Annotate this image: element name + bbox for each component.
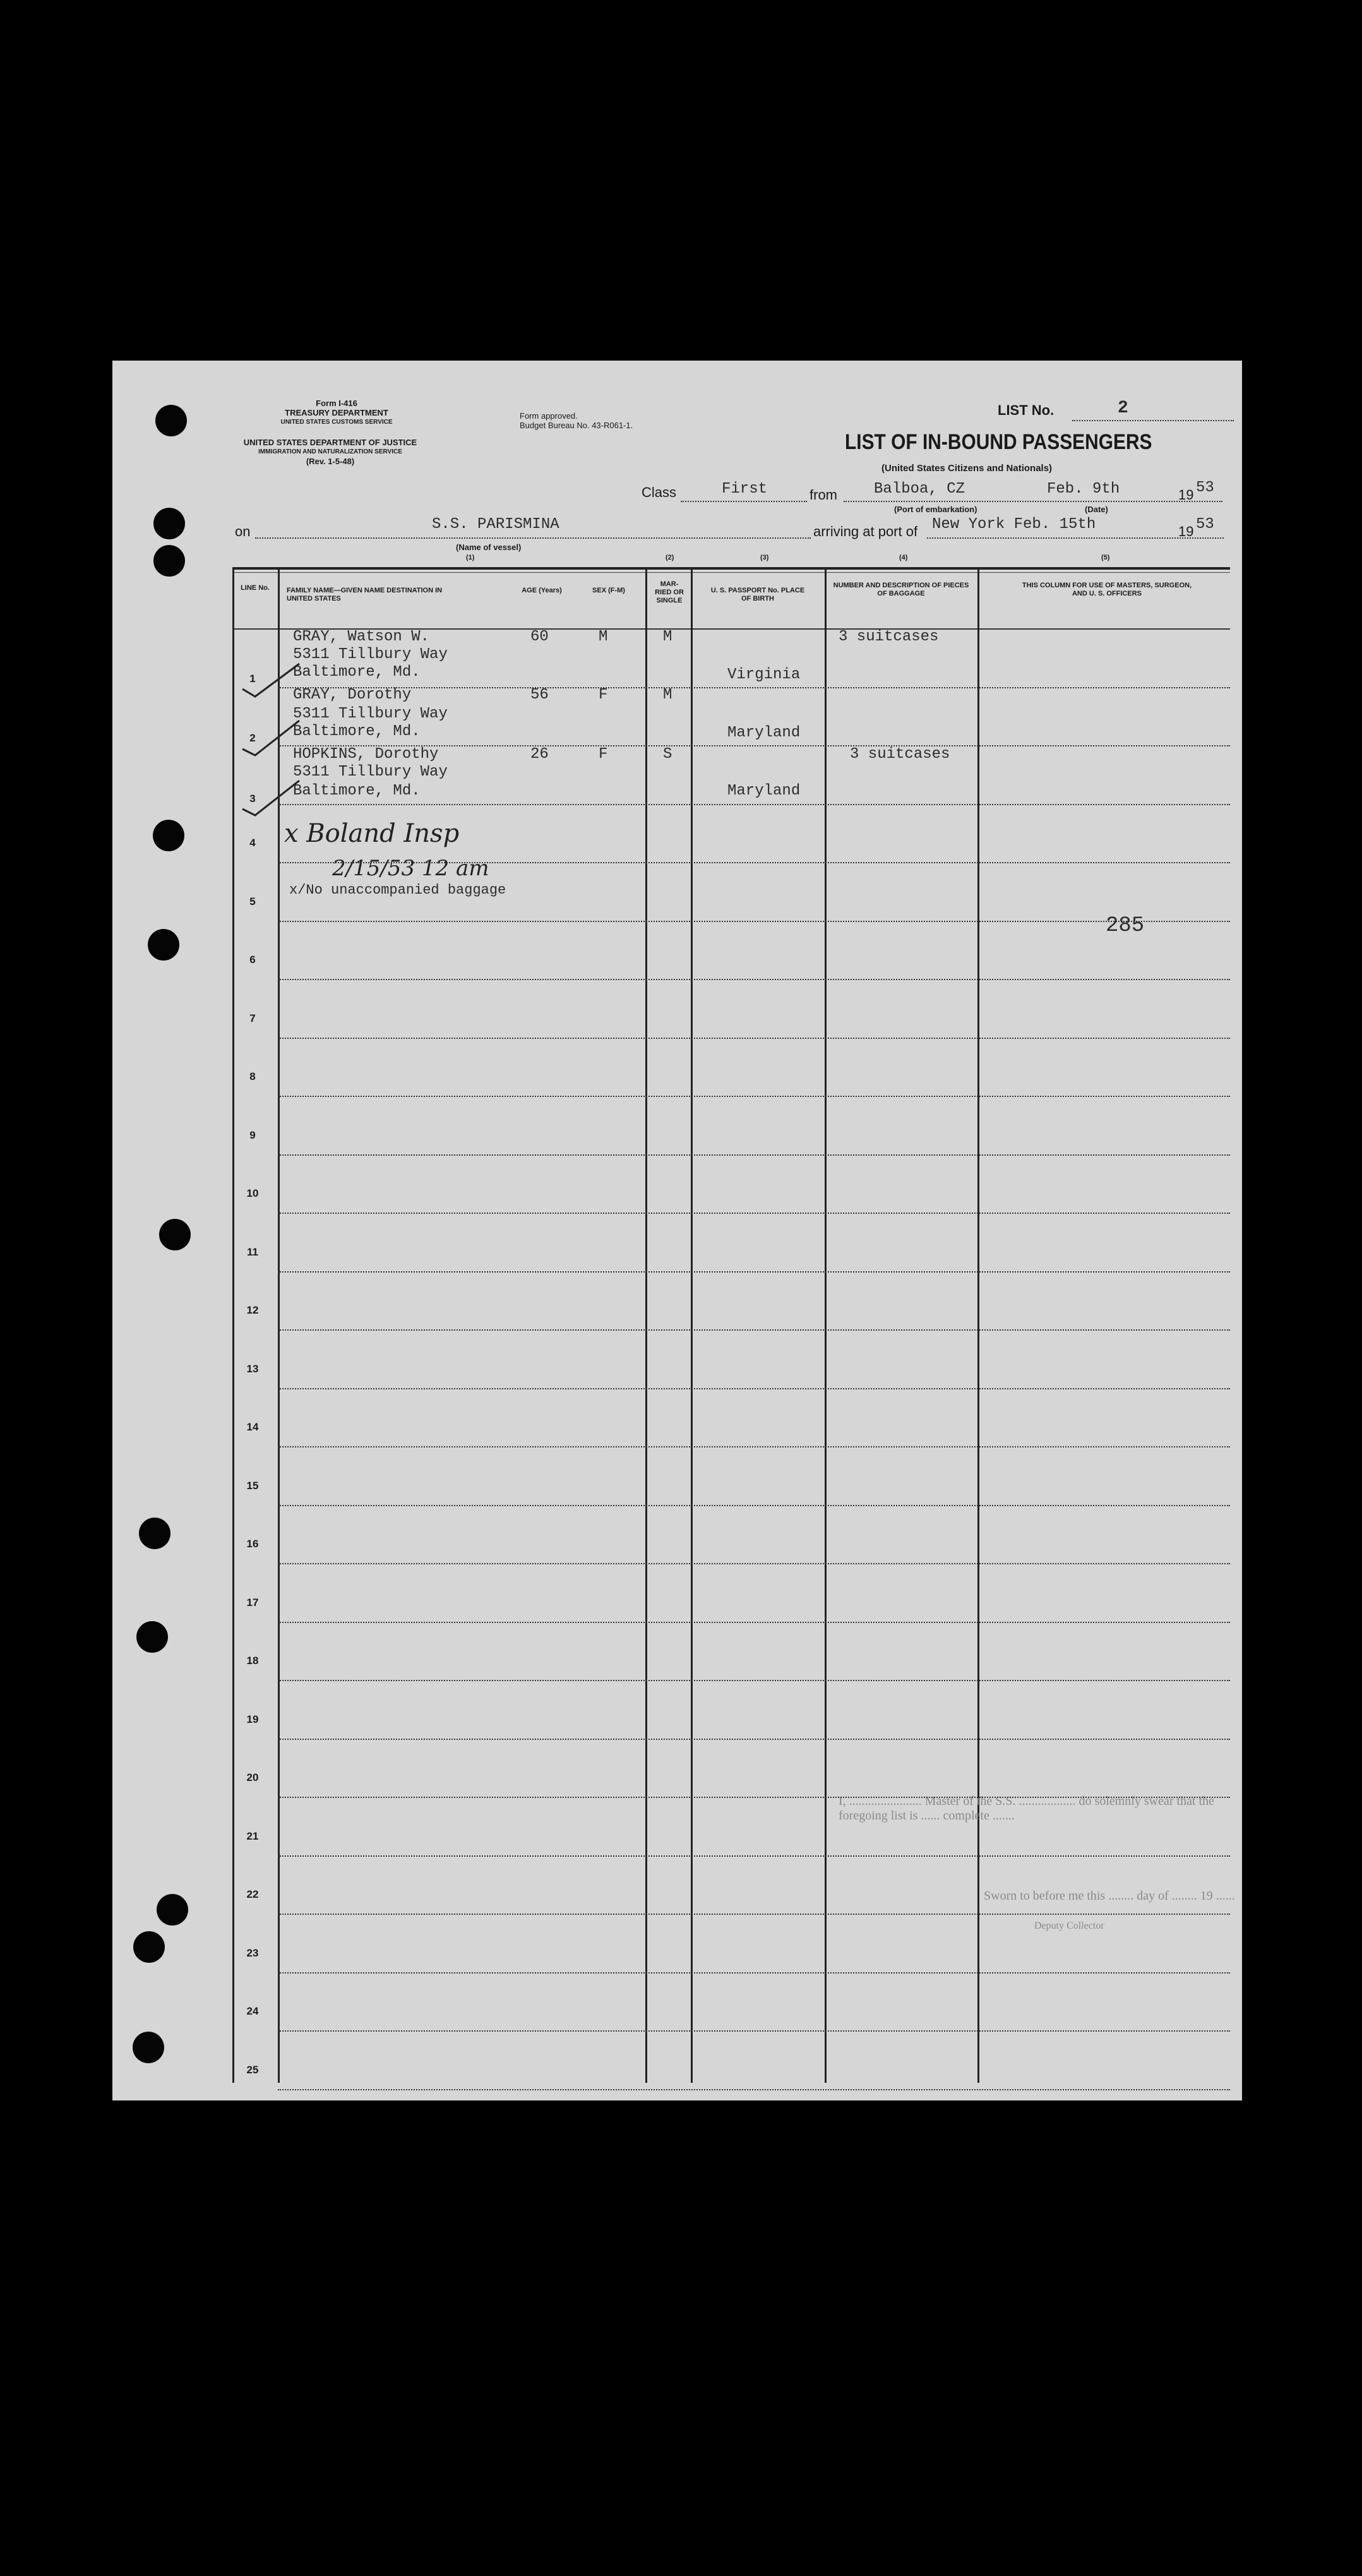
passenger-1-city: Baltimore, Md. — [293, 664, 421, 681]
col-divider-0 — [232, 567, 234, 2083]
passenger-2-age: 56 — [530, 686, 549, 704]
header-line-no: LINE No. — [241, 584, 270, 592]
header-sex: SEX (F-M) — [592, 587, 625, 594]
inspector-date: 2/15/53 12 am — [332, 856, 489, 881]
justice-block — [226, 438, 434, 466]
passenger-1-sex: M — [599, 628, 608, 645]
form-approved: Form approved. — [520, 411, 578, 421]
manifest-page — [112, 361, 1242, 2100]
line-number-10: 10 — [246, 1187, 259, 1199]
line-number-24: 24 — [246, 2005, 259, 2017]
line-number-2: 2 — [249, 732, 256, 744]
header-birth: U. S. PASSPORT No. PLACE OF BIRTH — [710, 587, 805, 602]
row-rule — [278, 921, 1230, 922]
passenger-3-name: HOPKINS, Dorothy — [293, 746, 439, 763]
row-rule — [278, 1154, 1230, 1156]
punch-hole — [153, 508, 185, 539]
punch-hole — [133, 1931, 165, 1963]
vessel-line — [255, 537, 811, 539]
line-number-14: 14 — [246, 1421, 259, 1433]
arriving-label: arriving at port of — [813, 524, 918, 539]
passenger-3-address: 5311 Tillbury Way — [293, 764, 448, 781]
row-rule — [278, 804, 1230, 805]
form-number: Form I-416 — [316, 398, 357, 408]
line-number-13: 13 — [246, 1363, 259, 1375]
passenger-3-city: Baltimore, Md. — [293, 782, 421, 800]
passenger-2-name: GRAY, Dorothy — [293, 686, 412, 704]
col-number-1: (1) — [466, 554, 475, 561]
row-rule — [278, 1739, 1230, 1740]
no-baggage-note: x/No unaccompanied baggage — [289, 882, 506, 898]
row-rule — [278, 1388, 1230, 1389]
row-rule — [278, 2030, 1230, 2032]
punch-hole — [136, 1621, 168, 1653]
line-number-5: 5 — [249, 896, 256, 908]
line-number-25: 25 — [246, 2064, 259, 2076]
oath-sworn: Sworn to before me this ........ day of ........ 19 ...... — [984, 1889, 1235, 1903]
list-number-line — [1072, 420, 1234, 421]
line-number-18: 18 — [246, 1655, 259, 1667]
treasury-dept: TREASURY DEPARTMENT — [285, 408, 388, 417]
row-rule — [278, 1563, 1230, 1564]
arrival-line — [927, 537, 1224, 539]
passenger-3-baggage: 3 suitcases — [850, 746, 950, 763]
row-rule — [278, 1680, 1230, 1681]
row-rule — [278, 862, 1230, 863]
class-label: Class — [642, 484, 677, 500]
list-number-value: 2 — [1118, 398, 1128, 418]
line-number-8: 8 — [249, 1070, 256, 1082]
from-value: Balboa, CZ — [874, 481, 965, 498]
line-number-17: 17 — [246, 1597, 259, 1609]
row-rule — [278, 1914, 1230, 1915]
list-number-label: LIST No. — [998, 402, 1054, 418]
row-rule — [278, 1096, 1230, 1097]
year-prefix-2: 19 — [1178, 524, 1194, 539]
passenger-3-sex: F — [599, 746, 608, 763]
passenger-2-address: 5311 Tillbury Way — [293, 705, 448, 722]
form-block — [264, 398, 409, 427]
table-top-rule — [232, 567, 1230, 570]
header-officers: THIS COLUMN FOR USE OF MASTERS, SURGEON, AND U. S. OFFICERS — [1022, 582, 1192, 597]
passenger-1-married: M — [663, 628, 672, 645]
passenger-2-sex: F — [599, 686, 608, 704]
row-rule — [278, 1972, 1230, 1974]
row-rule — [278, 1038, 1230, 1039]
line-number-16: 16 — [246, 1538, 259, 1550]
passenger-1-age: 60 — [530, 628, 549, 645]
budget-bureau: Budget Bureau No. 43-R061-1. — [520, 421, 633, 430]
punch-hole — [153, 545, 185, 577]
on-label: on — [235, 524, 251, 539]
row-rule — [278, 1797, 1230, 1798]
row-rule — [278, 1446, 1230, 1447]
row-rule — [278, 1622, 1230, 1623]
list-subtitle: (United States Citizens and Nationals) — [881, 463, 1053, 474]
passenger-2-birthplace: Maryland — [727, 724, 801, 741]
line-number-21: 21 — [246, 1830, 259, 1842]
port-embarkation-label: (Port of embarkation) — [894, 505, 977, 514]
header-baggage: NUMBER AND DESCRIPTION OF PIECES OF BAGGAGE — [833, 582, 969, 597]
line-number-15: 15 — [246, 1480, 259, 1492]
punch-hole — [139, 1518, 170, 1549]
line-number-11: 11 — [247, 1246, 258, 1258]
row-rule — [278, 1505, 1230, 1506]
header-age: AGE (Years) — [522, 587, 562, 594]
row-rule — [278, 979, 1230, 980]
passenger-1-address: 5311 Tillbury Way — [293, 646, 448, 663]
page-stamp: 285 — [1106, 914, 1145, 938]
date-label: (Date) — [1085, 505, 1108, 514]
class-value: First — [722, 481, 768, 498]
passenger-2-city: Baltimore, Md. — [293, 723, 421, 740]
line-number-23: 23 — [246, 1947, 259, 1959]
line-number-1: 1 — [249, 673, 256, 685]
year-prefix-1: 19 — [1178, 487, 1194, 503]
year-2: 53 — [1196, 516, 1214, 533]
passenger-1-birthplace: Virginia — [727, 666, 801, 683]
punch-hole — [153, 820, 184, 851]
vessel-name-label: (Name of vessel) — [456, 542, 522, 552]
line-number-3: 3 — [249, 793, 256, 805]
line-number-6: 6 — [249, 954, 256, 966]
inspector-signature: x Boland Insp — [284, 819, 460, 848]
passenger-3-married: S — [663, 746, 672, 763]
punch-hole — [155, 405, 187, 436]
class-line — [681, 501, 807, 502]
list-title: LIST OF IN-BOUND PASSENGERS — [845, 430, 1152, 454]
punch-hole — [159, 1219, 191, 1250]
col-number-5: (5) — [1101, 554, 1110, 561]
line-number-7: 7 — [249, 1012, 256, 1024]
oath-deputy: Deputy Collector — [1034, 1920, 1104, 1931]
row-rule — [278, 1271, 1230, 1273]
customs-service: UNITED STATES CUSTOMS SERVICE — [280, 419, 393, 426]
approval-block — [520, 411, 633, 430]
line-number-20: 20 — [246, 1771, 259, 1783]
from-label: from — [809, 487, 837, 503]
passenger-3-age: 26 — [530, 746, 549, 763]
passenger-2-married: M — [663, 686, 672, 704]
vessel-name: S.S. PARISMINA — [432, 516, 559, 533]
line-number-22: 22 — [246, 1888, 259, 1900]
row-rule — [278, 745, 1230, 746]
year-1: 53 — [1196, 479, 1214, 496]
oath-text: I, ....................... Master of the S.S. .................. do solemnly swear that the foregoing list is ...... complete ....... — [839, 1794, 1214, 1823]
line-number-19: 19 — [246, 1713, 259, 1725]
col-number-3: (3) — [760, 554, 769, 561]
line-number-12: 12 — [246, 1304, 259, 1316]
passenger-1-baggage: 3 suitcases — [839, 628, 939, 645]
col-number-4: (4) — [899, 554, 908, 561]
ins-service: IMMIGRATION AND NATURALIZATION SERVICE — [258, 448, 402, 455]
passenger-3-birthplace: Maryland — [727, 782, 801, 800]
punch-hole — [133, 2032, 164, 2063]
punch-hole — [157, 1894, 188, 1926]
header-name: FAMILY NAME—GIVEN NAME DESTINATION IN UNITED STATES — [287, 587, 443, 602]
line-number-4: 4 — [249, 837, 256, 849]
justice-dept: UNITED STATES DEPARTMENT OF JUSTICE — [243, 438, 417, 447]
from-line — [844, 501, 1222, 502]
departure-date: Feb. 9th — [1047, 481, 1120, 498]
row-rule — [278, 1855, 1230, 1857]
row-rule — [278, 687, 1230, 688]
col-number-2: (2) — [666, 554, 674, 561]
row-rule — [278, 2089, 1230, 2090]
arrival-port: New York Feb. 15th — [932, 516, 1096, 533]
punch-hole — [148, 929, 179, 961]
form-revision: (Rev. 1-5-48) — [306, 457, 355, 466]
row-rule — [278, 1213, 1230, 1214]
table-top-rule-2 — [232, 572, 1230, 573]
check-marks — [236, 638, 312, 822]
row-rule — [278, 1329, 1230, 1331]
passenger-1-name: GRAY, Watson W. — [293, 628, 430, 645]
line-number-9: 9 — [249, 1129, 256, 1141]
header-married: MAR- RIED OR SINGLE — [655, 580, 684, 604]
